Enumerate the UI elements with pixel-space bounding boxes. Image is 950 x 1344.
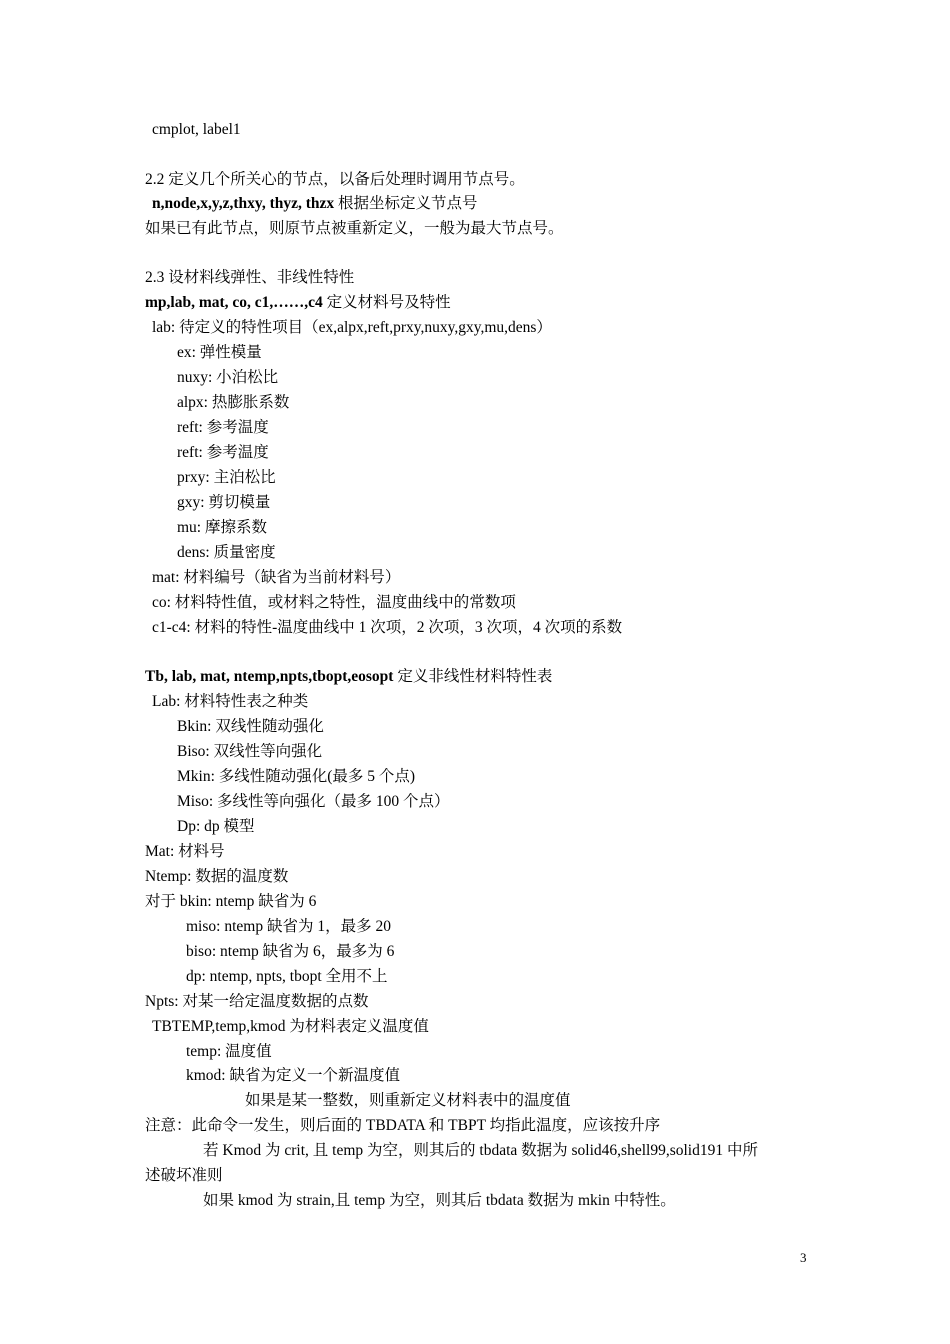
text-line bbox=[177, 717, 324, 737]
line-text: reft: 参考温度 bbox=[177, 444, 269, 461]
line-text: alpx: 热膨胀系数 bbox=[177, 394, 290, 411]
text-line bbox=[145, 268, 354, 288]
line-text: Ntemp: 数据的温度数 bbox=[145, 868, 289, 885]
line-text: Mkin: 多线性随动强化(最多 5 个点) bbox=[177, 768, 416, 785]
line-text: mu: 摩擦系数 bbox=[177, 519, 267, 536]
line-text: 如果 kmod 为 strain,且 temp 为空，则其后 tbdata 数据为 mkin 中特性。 bbox=[203, 1192, 676, 1209]
command-syntax: n,node,x,y,z,thxy, thyz, thzx bbox=[152, 195, 335, 212]
line-text: mat: 材料编号（缺省为当前材料号） bbox=[152, 569, 401, 586]
line-text: nuxy: 小泊松比 bbox=[177, 369, 279, 386]
line-text: 如果是某一整数，则重新定义材料表中的温度值 bbox=[245, 1092, 571, 1109]
line-text: dens: 质量密度 bbox=[177, 544, 276, 561]
text-line bbox=[245, 1091, 571, 1111]
text-line bbox=[186, 942, 394, 962]
text-line bbox=[177, 343, 262, 363]
line-text: miso: ntemp 缺省为 1，最多 20 bbox=[186, 918, 391, 935]
text-line bbox=[177, 418, 269, 438]
text-line bbox=[145, 667, 552, 687]
line-text: 若 Kmod 为 crit, 且 temp 为空，则其后的 tbdata 数据为 solid46,shell99,solid191 中所 bbox=[203, 1142, 758, 1159]
line-text: ex: 弹性模量 bbox=[177, 344, 262, 361]
command-syntax: Tb, lab, mat, ntemp,npts,tbopt,eosopt bbox=[145, 668, 394, 685]
text-line bbox=[145, 842, 225, 862]
text-line bbox=[177, 543, 276, 563]
text-line bbox=[177, 468, 276, 488]
line-text: 根据坐标定义节点号 bbox=[334, 195, 478, 212]
text-line bbox=[152, 692, 308, 712]
line-text: 对于 bkin: ntemp 缺省为 6 bbox=[145, 893, 317, 910]
text-line bbox=[177, 742, 322, 762]
text-line bbox=[203, 1141, 758, 1161]
text-line bbox=[152, 120, 241, 140]
text-line bbox=[152, 618, 622, 638]
line-text: Mat: 材料号 bbox=[145, 843, 225, 860]
page-number: 3 bbox=[800, 1250, 807, 1265]
line-text: gxy: 剪切模量 bbox=[177, 494, 271, 511]
text-line bbox=[145, 1166, 223, 1186]
line-text: 定义非线性材料特性表 bbox=[393, 668, 553, 685]
text-line bbox=[177, 493, 270, 513]
line-text: Miso: 多线性等向强化（最多 100 个点） bbox=[177, 793, 450, 810]
text-line bbox=[145, 1116, 660, 1136]
text-line bbox=[177, 767, 415, 787]
line-text: reft: 参考温度 bbox=[177, 419, 269, 436]
text-line bbox=[152, 1017, 429, 1037]
line-text: Bkin: 双线性随动强化 bbox=[177, 718, 324, 735]
line-text: 定义材料号及特性 bbox=[322, 294, 451, 311]
line-text: 注意：此命令一发生，则后面的 TBDATA 和 TBPT 均指此温度，应该按升序 bbox=[145, 1117, 661, 1134]
line-text: prxy: 主泊松比 bbox=[177, 469, 276, 486]
text-line bbox=[186, 1042, 272, 1062]
line-text: biso: ntemp 缺省为 6，最多为 6 bbox=[186, 943, 395, 960]
text-line bbox=[145, 992, 368, 1012]
text-line bbox=[152, 318, 552, 338]
line-text: Lab: 材料特性表之种类 bbox=[152, 693, 309, 710]
text-line bbox=[145, 892, 316, 912]
command-syntax: mp,lab, mat, co, c1,……,c4 bbox=[145, 294, 323, 311]
line-text: lab: 待定义的特性项目（ex,alpx,reft,prxy,nuxy,gxy,mu,dens） bbox=[152, 319, 552, 336]
text-line bbox=[177, 817, 255, 837]
text-line bbox=[152, 568, 400, 588]
line-text: dp: ntemp, npts, tbopt 全用不上 bbox=[186, 968, 388, 985]
text-line bbox=[203, 1191, 676, 1211]
text-line bbox=[186, 917, 391, 937]
text-line bbox=[145, 867, 288, 887]
text-line bbox=[177, 393, 289, 413]
line-text: temp: 温度值 bbox=[186, 1043, 272, 1060]
text-line bbox=[177, 368, 278, 388]
line-text: Npts: 对某一给定温度数据的点数 bbox=[145, 993, 369, 1010]
text-line bbox=[152, 593, 516, 613]
line-text: cmplot, label1 bbox=[152, 121, 241, 138]
text-line bbox=[152, 194, 478, 214]
line-text: Biso: 双线性等向强化 bbox=[177, 743, 323, 760]
text-line bbox=[186, 967, 388, 987]
text-line bbox=[186, 1066, 400, 1086]
text-line bbox=[177, 518, 267, 538]
line-text: kmod: 缺省为定义一个新温度值 bbox=[186, 1067, 400, 1084]
line-text: TBTEMP,temp,kmod 为材料表定义温度值 bbox=[152, 1018, 429, 1035]
text-line bbox=[177, 792, 450, 812]
line-text: Dp: dp 模型 bbox=[177, 818, 255, 835]
line-text: c1-c4: 材料的特性-温度曲线中 1 次项，2 次项，3 次项，4 次项的系数 bbox=[152, 619, 623, 636]
line-text: 2.3 设材料线弹性、非线性特性 bbox=[145, 269, 355, 286]
line-text: 述破坏准则 bbox=[145, 1167, 223, 1184]
text-line bbox=[177, 443, 269, 463]
line-text: 如果已有此节点，则原节点被重新定义，一般为最大节点号。 bbox=[145, 220, 564, 237]
text-line bbox=[145, 170, 525, 190]
line-text: co: 材料特性值，或材料之特性，温度曲线中的常数项 bbox=[152, 594, 516, 611]
line-text: 2.2 定义几个所关心的节点，以备后处理时调用节点号。 bbox=[145, 171, 525, 188]
text-line bbox=[145, 293, 451, 313]
text-line bbox=[145, 219, 564, 239]
